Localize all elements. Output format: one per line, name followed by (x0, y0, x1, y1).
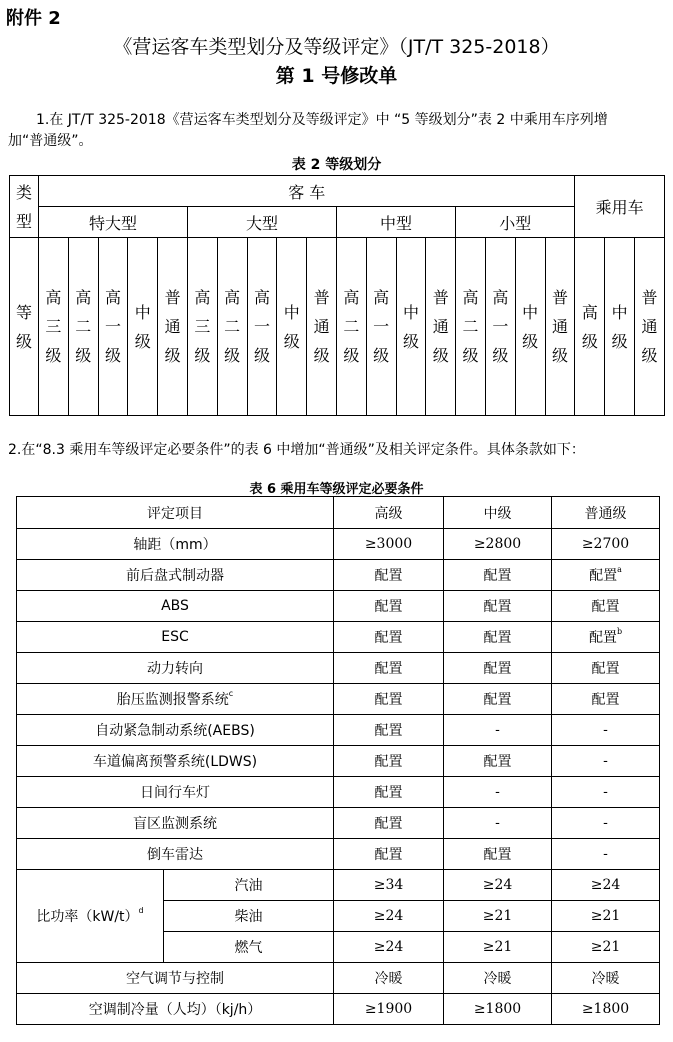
value-text: - (603, 784, 608, 800)
group-header: 小型 (456, 207, 575, 238)
table-row (17, 808, 660, 839)
level-cell (68, 238, 98, 416)
value-text: 冷暖 (374, 971, 403, 987)
grade-char: 等 (15, 302, 32, 322)
value-cell (444, 529, 552, 560)
level-char: 高 (104, 288, 121, 307)
level-char: 级 (283, 331, 300, 351)
value-cell (334, 994, 444, 1025)
conditions-table (16, 496, 660, 1025)
level-char: 普 (164, 288, 181, 307)
value-text: 配置 (589, 568, 618, 584)
table-row (17, 994, 660, 1025)
value-cell: ≥21 (444, 901, 552, 932)
level-cell (366, 238, 396, 416)
value-cell: ≥21 (552, 901, 660, 932)
item-cell (17, 529, 334, 560)
value-text: 配置 (483, 754, 512, 770)
level-cell (307, 238, 337, 416)
value-cell: ≥34 (334, 870, 444, 901)
level-cell (426, 238, 456, 416)
level-char: 二 (224, 317, 241, 336)
value-cell: ≥24 (552, 870, 660, 901)
level-char: 高 (373, 288, 390, 307)
item-label: 倒车雷达 (147, 847, 203, 863)
level-char: 级 (343, 346, 360, 365)
item-label: 胎压监测报警系统 (116, 692, 229, 708)
item-label: 动力转向 (147, 661, 203, 677)
item-label: 自动紧急制动系统(AEBS) (95, 723, 255, 739)
level-char: 级 (75, 346, 92, 365)
value-text: 冷暖 (483, 971, 512, 987)
item-cell (17, 591, 334, 622)
item-cell (17, 963, 334, 994)
value-cell (334, 622, 444, 653)
level-char: 级 (581, 331, 598, 351)
level-char: 一 (104, 317, 121, 336)
value-text: 配置 (374, 692, 403, 708)
item-label: 日间行车灯 (140, 785, 210, 801)
level-char: 普 (552, 288, 569, 307)
value-cell: ≥21 (444, 932, 552, 963)
table-row (17, 591, 660, 622)
document-subtitle: 第 1 号修改单 (275, 65, 398, 87)
value-text: 配置 (591, 661, 620, 677)
item-label: 空气调节与控制 (126, 971, 224, 987)
value-cell (444, 684, 552, 715)
level-char: 通 (313, 317, 330, 336)
value-text: - (495, 784, 500, 800)
level-char: 通 (164, 317, 181, 336)
value-text: 配置 (591, 599, 620, 615)
value-text: ≥2800 (473, 536, 522, 552)
table-row (17, 839, 660, 870)
item-cell (17, 746, 334, 777)
value-text: 配置 (483, 847, 512, 863)
value-text: 配置 (374, 816, 403, 832)
level-char: 一 (492, 317, 509, 336)
grade-table (9, 175, 665, 416)
bus-header: 客 车 (39, 176, 575, 207)
level-char: 级 (224, 346, 241, 365)
level-cell (187, 238, 217, 416)
level-cell (98, 238, 128, 416)
value-text: 配置 (374, 723, 403, 739)
paragraph-1-line-2: 加“普通级”。 (8, 133, 93, 149)
level-char: 级 (373, 346, 390, 365)
value-text: - (603, 815, 608, 831)
attachment-label: 附件 2 (6, 8, 61, 29)
level-char: 普 (432, 288, 449, 307)
level-char: 普 (641, 288, 658, 307)
table6-caption: 表 6 乘用车等级评定必要条件 (249, 482, 424, 497)
level-cell (336, 238, 366, 416)
level-char: 高 (581, 302, 598, 322)
level-cell (217, 238, 247, 416)
item-label: 车道偏离预警系统(LDWS) (92, 754, 258, 770)
grade-label-cell (10, 238, 39, 416)
level-char: 级 (134, 331, 151, 351)
level-char: 级 (313, 346, 330, 365)
level-char: 级 (522, 331, 539, 351)
level-char: 级 (492, 346, 509, 365)
item-label: 空调制冷量（人均）（kj/h） (88, 1002, 262, 1018)
table-row (17, 746, 660, 777)
value-cell: ≥24 (334, 901, 444, 932)
document-title: 《营运客车类型划分及等级评定》（JT/T 325-2018） (113, 36, 560, 58)
item-cell (17, 839, 334, 870)
value-text: 配置 (591, 692, 620, 708)
level-char: 级 (104, 346, 121, 365)
level-char: 高 (462, 288, 479, 307)
type-header-cell (10, 176, 39, 238)
level-char: 三 (45, 317, 62, 336)
value-cell (552, 777, 660, 808)
paragraph-1-line-1: 1.在 JT/T 325-2018《营运客车类型划分及等级评定》中 “5 等级划分”表 2 中乘用车序列增 (36, 112, 608, 128)
level-char: 通 (552, 317, 569, 336)
level-char: 级 (164, 346, 181, 365)
level-char: 级 (45, 346, 62, 365)
value-cell (552, 529, 660, 560)
table-row (17, 715, 660, 746)
value-text: 配置 (483, 568, 512, 584)
value-cell: ≥21 (552, 932, 660, 963)
level-cell (456, 238, 486, 416)
level-char: 中 (402, 302, 419, 322)
level-cell (485, 238, 515, 416)
level-char: 高 (45, 288, 62, 307)
value-text: ≥3000 (364, 536, 413, 552)
value-cell (552, 839, 660, 870)
paragraph-2: 2.在“8.3 乘用车等级评定必要条件”的表 6 中增加“普通级”及相关评定条件。具体条款如下： (8, 442, 585, 458)
fuel-cell: 燃气 (164, 932, 334, 963)
value-cell (444, 622, 552, 653)
item-cell (17, 994, 334, 1025)
level-char: 高 (343, 288, 360, 307)
level-char: 中 (522, 302, 539, 322)
header-mid: 中级 (444, 497, 552, 529)
level-cell (247, 238, 277, 416)
value-cell (444, 715, 552, 746)
table-row (17, 963, 660, 994)
value-cell (552, 653, 660, 684)
item-label: ESC (161, 629, 189, 645)
group-header: 中型 (336, 207, 455, 238)
item-label: 前后盘式制动器 (126, 568, 224, 584)
value-cell (334, 529, 444, 560)
value-cell (552, 591, 660, 622)
value-text: 配置 (483, 630, 512, 646)
value-cell: ≥24 (444, 870, 552, 901)
car-level-cell (635, 238, 665, 416)
level-char: 普 (313, 288, 330, 307)
header-high: 高级 (334, 497, 444, 529)
value-text: 配置 (374, 599, 403, 615)
level-char: 中 (611, 302, 628, 322)
value-text: 配置 (483, 692, 512, 708)
value-text: 配置 (374, 661, 403, 677)
level-char: 级 (611, 331, 628, 351)
level-char: 级 (432, 346, 449, 365)
item-cell (17, 715, 334, 746)
table-row (17, 653, 660, 684)
value-text: 配置 (374, 568, 403, 584)
table-row (17, 777, 660, 808)
level-char: 二 (75, 317, 92, 336)
item-cell (17, 560, 334, 591)
value-cell (334, 746, 444, 777)
value-cell (334, 715, 444, 746)
table2-caption: 表 2 等级划分 (291, 157, 382, 173)
value-cell (552, 808, 660, 839)
value-cell (444, 591, 552, 622)
level-char: 中 (134, 302, 151, 322)
value-cell (334, 839, 444, 870)
level-char: 高 (194, 288, 211, 307)
level-char: 高 (253, 288, 270, 307)
level-cell (128, 238, 158, 416)
value-cell (444, 963, 552, 994)
item-cell (17, 684, 334, 715)
value-cell (444, 746, 552, 777)
value-text: - (495, 722, 500, 738)
value-text: ≥1900 (364, 1001, 413, 1017)
table-row (17, 529, 660, 560)
power-row (17, 870, 660, 901)
level-char: 高 (492, 288, 509, 307)
car-level-cell (605, 238, 635, 416)
car-header: 乘用车 (575, 176, 664, 238)
level-char: 通 (641, 317, 658, 336)
value-cell (552, 715, 660, 746)
value-cell (444, 653, 552, 684)
value-cell (444, 560, 552, 591)
level-cell (545, 238, 575, 416)
level-char: 级 (402, 331, 419, 351)
level-char: 级 (253, 346, 270, 365)
level-char: 中 (283, 302, 300, 322)
header-normal: 普通级 (552, 497, 660, 529)
group-header: 特大型 (39, 207, 188, 238)
value-text: ≥1800 (473, 1001, 522, 1017)
value-text: 配置 (374, 630, 403, 646)
fuel-cell: 柴油 (164, 901, 334, 932)
level-char: 高 (75, 288, 92, 307)
value-cell (552, 560, 660, 591)
value-text: 配置 (374, 785, 403, 801)
level-cell (396, 238, 426, 416)
value-text: 配置 (374, 847, 403, 863)
value-text: ≥1800 (581, 1001, 630, 1017)
value-text: - (495, 815, 500, 831)
item-label: 轴距（mm） (133, 537, 217, 553)
value-cell (444, 777, 552, 808)
value-cell (334, 684, 444, 715)
value-cell (444, 994, 552, 1025)
table-row (17, 622, 660, 653)
level-char: 级 (194, 346, 211, 365)
level-char: 级 (462, 346, 479, 365)
value-cell (552, 746, 660, 777)
value-cell (444, 839, 552, 870)
item-label: 盲区监测系统 (133, 816, 217, 832)
value-text: ≥2700 (581, 536, 630, 552)
value-cell (444, 808, 552, 839)
value-cell (334, 653, 444, 684)
value-cell (334, 560, 444, 591)
item-label: ABS (161, 598, 189, 614)
value-cell (334, 808, 444, 839)
value-text: 配置 (483, 661, 512, 677)
grade-char: 级 (15, 331, 32, 351)
value-cell (334, 963, 444, 994)
level-cell (277, 238, 307, 416)
table-row (17, 684, 660, 715)
item-cell (17, 808, 334, 839)
value-text: - (603, 753, 608, 769)
level-char: 二 (343, 317, 360, 336)
type-char: 型 (15, 211, 32, 231)
level-char: 通 (432, 317, 449, 336)
footnote-mark: a (617, 565, 622, 574)
fuel-cell: 汽油 (164, 870, 334, 901)
power-label: 比功率（kW/t） (36, 909, 139, 925)
header-item: 评定项目 (17, 497, 334, 529)
car-level-cell (575, 238, 605, 416)
level-char: 高 (224, 288, 241, 307)
group-header: 大型 (187, 207, 336, 238)
level-char: 三 (194, 317, 211, 336)
footnote-mark: d (138, 906, 144, 915)
item-cell (17, 653, 334, 684)
value-text: 冷暖 (591, 971, 620, 987)
value-cell (552, 684, 660, 715)
power-label-cell (17, 870, 164, 963)
level-char: 一 (373, 317, 390, 336)
level-char: 级 (552, 346, 569, 365)
footnote-mark: c (228, 689, 234, 698)
value-cell (552, 963, 660, 994)
type-char: 类 (15, 182, 32, 202)
value-cell: ≥24 (334, 932, 444, 963)
item-cell (17, 622, 334, 653)
value-cell (334, 777, 444, 808)
value-text: 配置 (374, 754, 403, 770)
value-text: - (603, 846, 608, 862)
value-text: 配置 (483, 599, 512, 615)
item-cell (17, 777, 334, 808)
value-cell (552, 622, 660, 653)
level-cell (515, 238, 545, 416)
value-text: - (603, 722, 608, 738)
table-row (17, 560, 660, 591)
level-char: 二 (462, 317, 479, 336)
value-text: 配置 (588, 630, 617, 646)
footnote-mark: b (616, 627, 623, 636)
level-cell (158, 238, 188, 416)
level-cell (39, 238, 69, 416)
value-cell (334, 591, 444, 622)
value-cell (552, 994, 660, 1025)
level-char: 一 (253, 317, 270, 336)
level-char: 级 (641, 346, 658, 365)
